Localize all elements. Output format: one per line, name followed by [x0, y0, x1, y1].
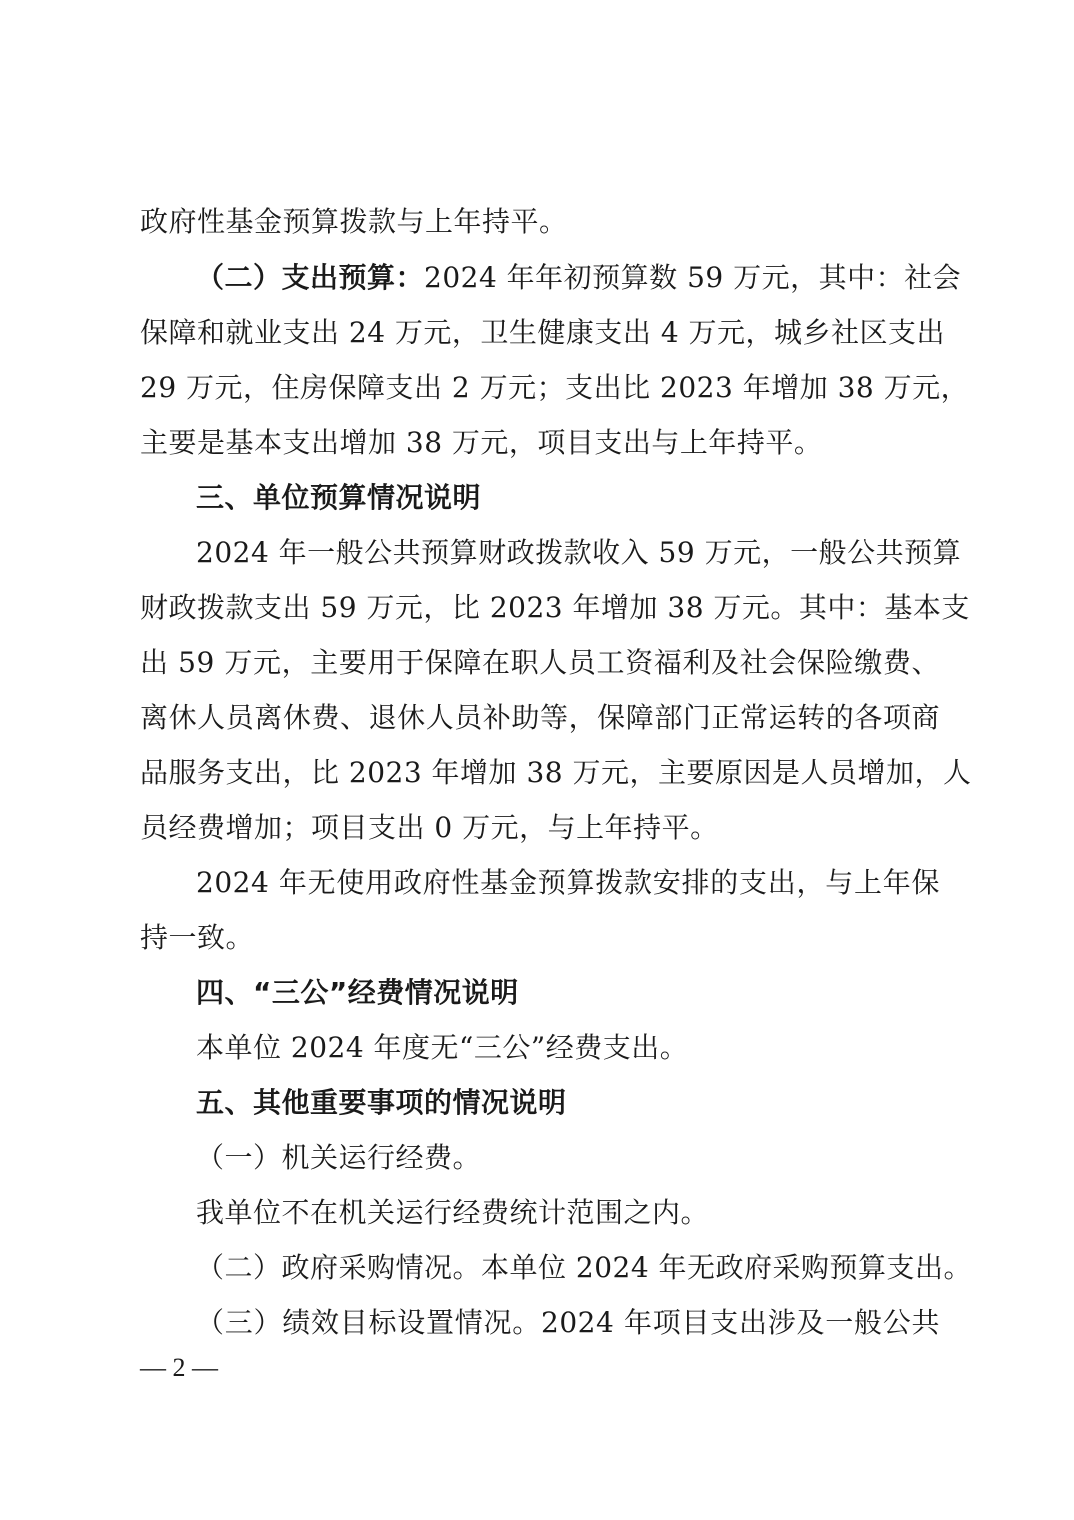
paragraph-line: 政府性基金预算拨款与上年持平。: [140, 205, 568, 238]
paragraph-line: 离休人员离休费、退休人员补助等，保障部门正常运转的各项商: [140, 701, 940, 734]
paragraph-line: 2024 年无使用政府性基金预算拨款安排的支出，与上年保: [196, 866, 940, 899]
paragraph-line: 员经费增加；项目支出 0 万元，与上年持平。: [140, 811, 719, 844]
paragraph-line: 财政拨款支出 59 万元，比 2023 年增加 38 万元。其中：基本支: [140, 591, 970, 624]
paragraph-line: （二）政府采购情况。本单位 2024 年无政府采购预算支出。: [196, 1251, 973, 1284]
paragraph-line: （三）绩效目标设置情况。2024 年项目支出涉及一般公共: [196, 1306, 940, 1339]
paragraph-line: 2024 年一般公共预算财政拨款收入 59 万元，一般公共预算: [196, 536, 962, 569]
paragraph-line: [196, 258, 962, 298]
section-heading: 五、其他重要事项的情况说明: [196, 1086, 567, 1119]
paragraph-line: 持一致。: [140, 921, 255, 954]
paragraph-line: 品服务支出，比 2023 年增加 38 万元，主要原因是人员增加，人: [140, 756, 972, 789]
page-number: — 2 —: [140, 1353, 218, 1382]
paragraph-line: （一）机关运行经费。: [196, 1141, 482, 1174]
paragraph-line: 29 万元，住房保障支出 2 万元；支出比 2023 年增加 38 万元，: [140, 371, 970, 404]
paragraph-line: 我单位不在机关运行经费统计范围之内。: [196, 1196, 710, 1229]
paragraph-line: 本单位 2024 年度无“三公”经费支出。: [196, 1031, 689, 1064]
paragraph-line: 主要是基本支出增加 38 万元，项目支出与上年持平。: [140, 426, 823, 459]
section-heading: 三、单位预算情况说明: [196, 481, 482, 514]
paragraph-line: 保障和就业支出 24 万元，卫生健康支出 4 万元，城乡社区支出: [140, 316, 946, 349]
section-heading: 四、“三公”经费情况说明: [196, 976, 519, 1009]
paragraph-line: 出 59 万元，主要用于保障在职人员工资福利及社会保险缴费、: [140, 646, 940, 679]
paragraph-text: 2024 年年初预算数 59 万元，其中：社会: [424, 261, 962, 294]
section-subheading: （二）支出预算：: [196, 261, 425, 294]
